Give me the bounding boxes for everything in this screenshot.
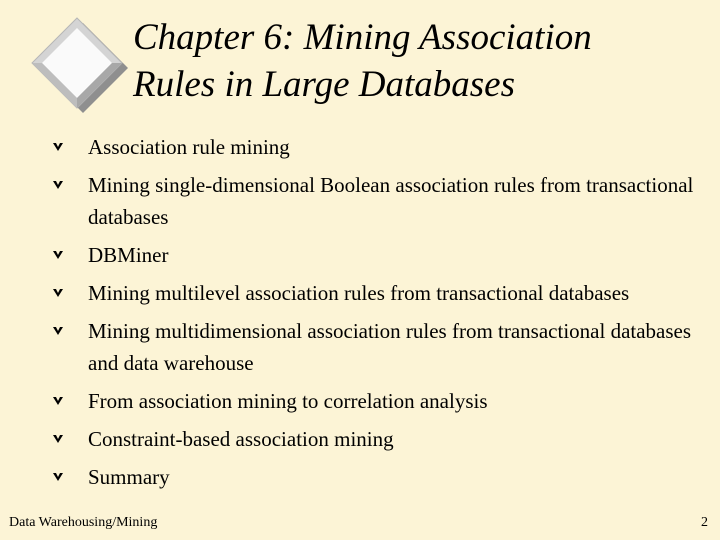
bullet-text: From association mining to correlation analysis (88, 389, 488, 413)
bullet-item-multidimensional (50, 315, 700, 379)
bullet-text: DBMiner (88, 243, 169, 267)
v-bullet-icon (50, 131, 66, 163)
v-bullet-icon (50, 277, 66, 309)
bullet-item-correlation-analysis (50, 385, 700, 417)
bullet-text: Mining multilevel association rules from transactional databases (88, 281, 630, 305)
bullet-item-single-dimensional (50, 169, 700, 233)
bullet-text: Constraint-based association mining (88, 427, 394, 451)
bullet-text: Mining single-dimensional Boolean association rules from transactional databases (88, 173, 694, 229)
bullet-list (50, 131, 700, 493)
bullet-text: Association rule mining (88, 135, 290, 159)
bullet-item-multilevel (50, 277, 700, 309)
bullet-item-constraint-based (50, 423, 700, 455)
slide-title-line-1: Chapter 6: Mining Association (133, 17, 592, 58)
page-number: 2 (701, 515, 708, 530)
v-bullet-icon (50, 169, 66, 201)
bullet-text: Summary (88, 465, 170, 489)
bullet-item-summary (50, 461, 700, 493)
bullet-item-dbminer (50, 239, 700, 271)
slide-title-line-2: Rules in Large Databases (133, 64, 515, 105)
v-bullet-icon (50, 239, 66, 271)
bullet-text: Mining multidimensional association rules from transactional databases and data warehouse (88, 319, 692, 375)
v-bullet-icon (50, 315, 66, 347)
footer-course-label: Data Warehousing/Mining (9, 515, 158, 530)
v-bullet-icon (50, 423, 66, 455)
v-bullet-icon (50, 385, 66, 417)
diamond-logo-icon (22, 14, 132, 124)
v-bullet-icon (50, 461, 66, 493)
slide-title (133, 14, 703, 108)
bullet-item-association-rule-mining (50, 131, 700, 163)
